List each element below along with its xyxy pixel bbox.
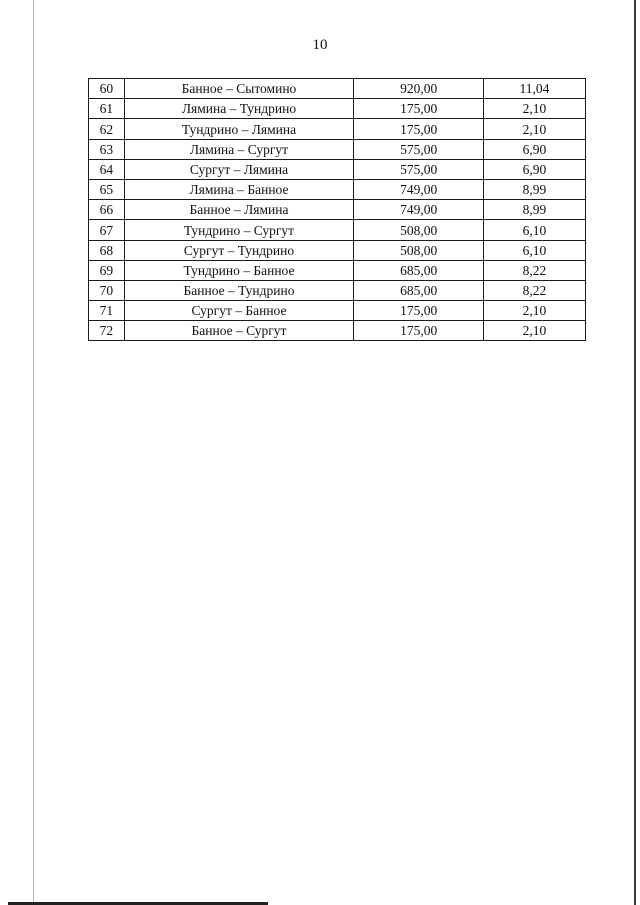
rate-cell: 2,10 (483, 99, 585, 119)
route-cell: Лямина – Банное (124, 179, 354, 199)
table-row (89, 159, 586, 179)
route-cell: Сургут – Банное (124, 301, 354, 321)
row-number-cell: 65 (89, 179, 125, 199)
price-cell: 175,00 (354, 99, 484, 119)
table-row (89, 280, 586, 300)
rate-cell: 2,10 (483, 119, 585, 139)
row-number-cell: 66 (89, 200, 125, 220)
row-number-cell: 69 (89, 260, 125, 280)
row-number-cell: 67 (89, 220, 125, 240)
rate-cell: 8,22 (483, 280, 585, 300)
table-body (89, 79, 586, 341)
page-number: 10 (312, 37, 328, 53)
price-cell: 175,00 (354, 301, 484, 321)
rate-cell: 11,04 (483, 79, 585, 99)
table-row (89, 139, 586, 159)
price-cell: 685,00 (354, 280, 484, 300)
route-cell: Тундрино – Банное (124, 260, 354, 280)
table-row (89, 99, 586, 119)
rate-cell: 6,90 (483, 159, 585, 179)
row-number-cell: 72 (89, 321, 125, 341)
route-cell: Банное – Лямина (124, 200, 354, 220)
price-cell: 920,00 (354, 79, 484, 99)
table-row (89, 119, 586, 139)
route-cell: Банное – Тундрино (124, 280, 354, 300)
table-row (89, 200, 586, 220)
row-number-cell: 71 (89, 301, 125, 321)
rate-cell: 8,99 (483, 200, 585, 220)
price-cell: 749,00 (354, 179, 484, 199)
price-cell: 749,00 (354, 200, 484, 220)
row-number-cell: 61 (89, 99, 125, 119)
price-cell: 575,00 (354, 159, 484, 179)
rate-cell: 6,10 (483, 240, 585, 260)
rate-cell: 2,10 (483, 321, 585, 341)
row-number-cell: 63 (89, 139, 125, 159)
price-cell: 508,00 (354, 240, 484, 260)
row-number-cell: 62 (89, 119, 125, 139)
route-cell: Сургут – Тундрино (124, 240, 354, 260)
tariff-table (88, 78, 586, 341)
scan-edge-right (634, 0, 636, 905)
row-number-cell: 64 (89, 159, 125, 179)
table-row (89, 240, 586, 260)
route-cell: Тундрино – Сургут (124, 220, 354, 240)
table-row (89, 220, 586, 240)
route-cell: Банное – Сургут (124, 321, 354, 341)
row-number-cell: 68 (89, 240, 125, 260)
table-row (89, 321, 586, 341)
rate-cell: 8,22 (483, 260, 585, 280)
rate-cell: 8,99 (483, 179, 585, 199)
table-row (89, 301, 586, 321)
table-row (89, 79, 586, 99)
price-cell: 508,00 (354, 220, 484, 240)
row-number-cell: 60 (89, 79, 125, 99)
route-cell: Банное – Сытомино (124, 79, 354, 99)
rate-cell: 6,90 (483, 139, 585, 159)
price-cell: 575,00 (354, 139, 484, 159)
rate-cell: 2,10 (483, 301, 585, 321)
row-number-cell: 70 (89, 280, 125, 300)
price-cell: 175,00 (354, 321, 484, 341)
rate-cell: 6,10 (483, 220, 585, 240)
route-cell: Лямина – Сургут (124, 139, 354, 159)
price-cell: 685,00 (354, 260, 484, 280)
route-cell: Тундрино – Лямина (124, 119, 354, 139)
table-row (89, 179, 586, 199)
route-cell: Лямина – Тундрино (124, 99, 354, 119)
scan-edge-left (33, 0, 34, 905)
route-cell: Сургут – Лямина (124, 159, 354, 179)
price-cell: 175,00 (354, 119, 484, 139)
table-row (89, 260, 586, 280)
